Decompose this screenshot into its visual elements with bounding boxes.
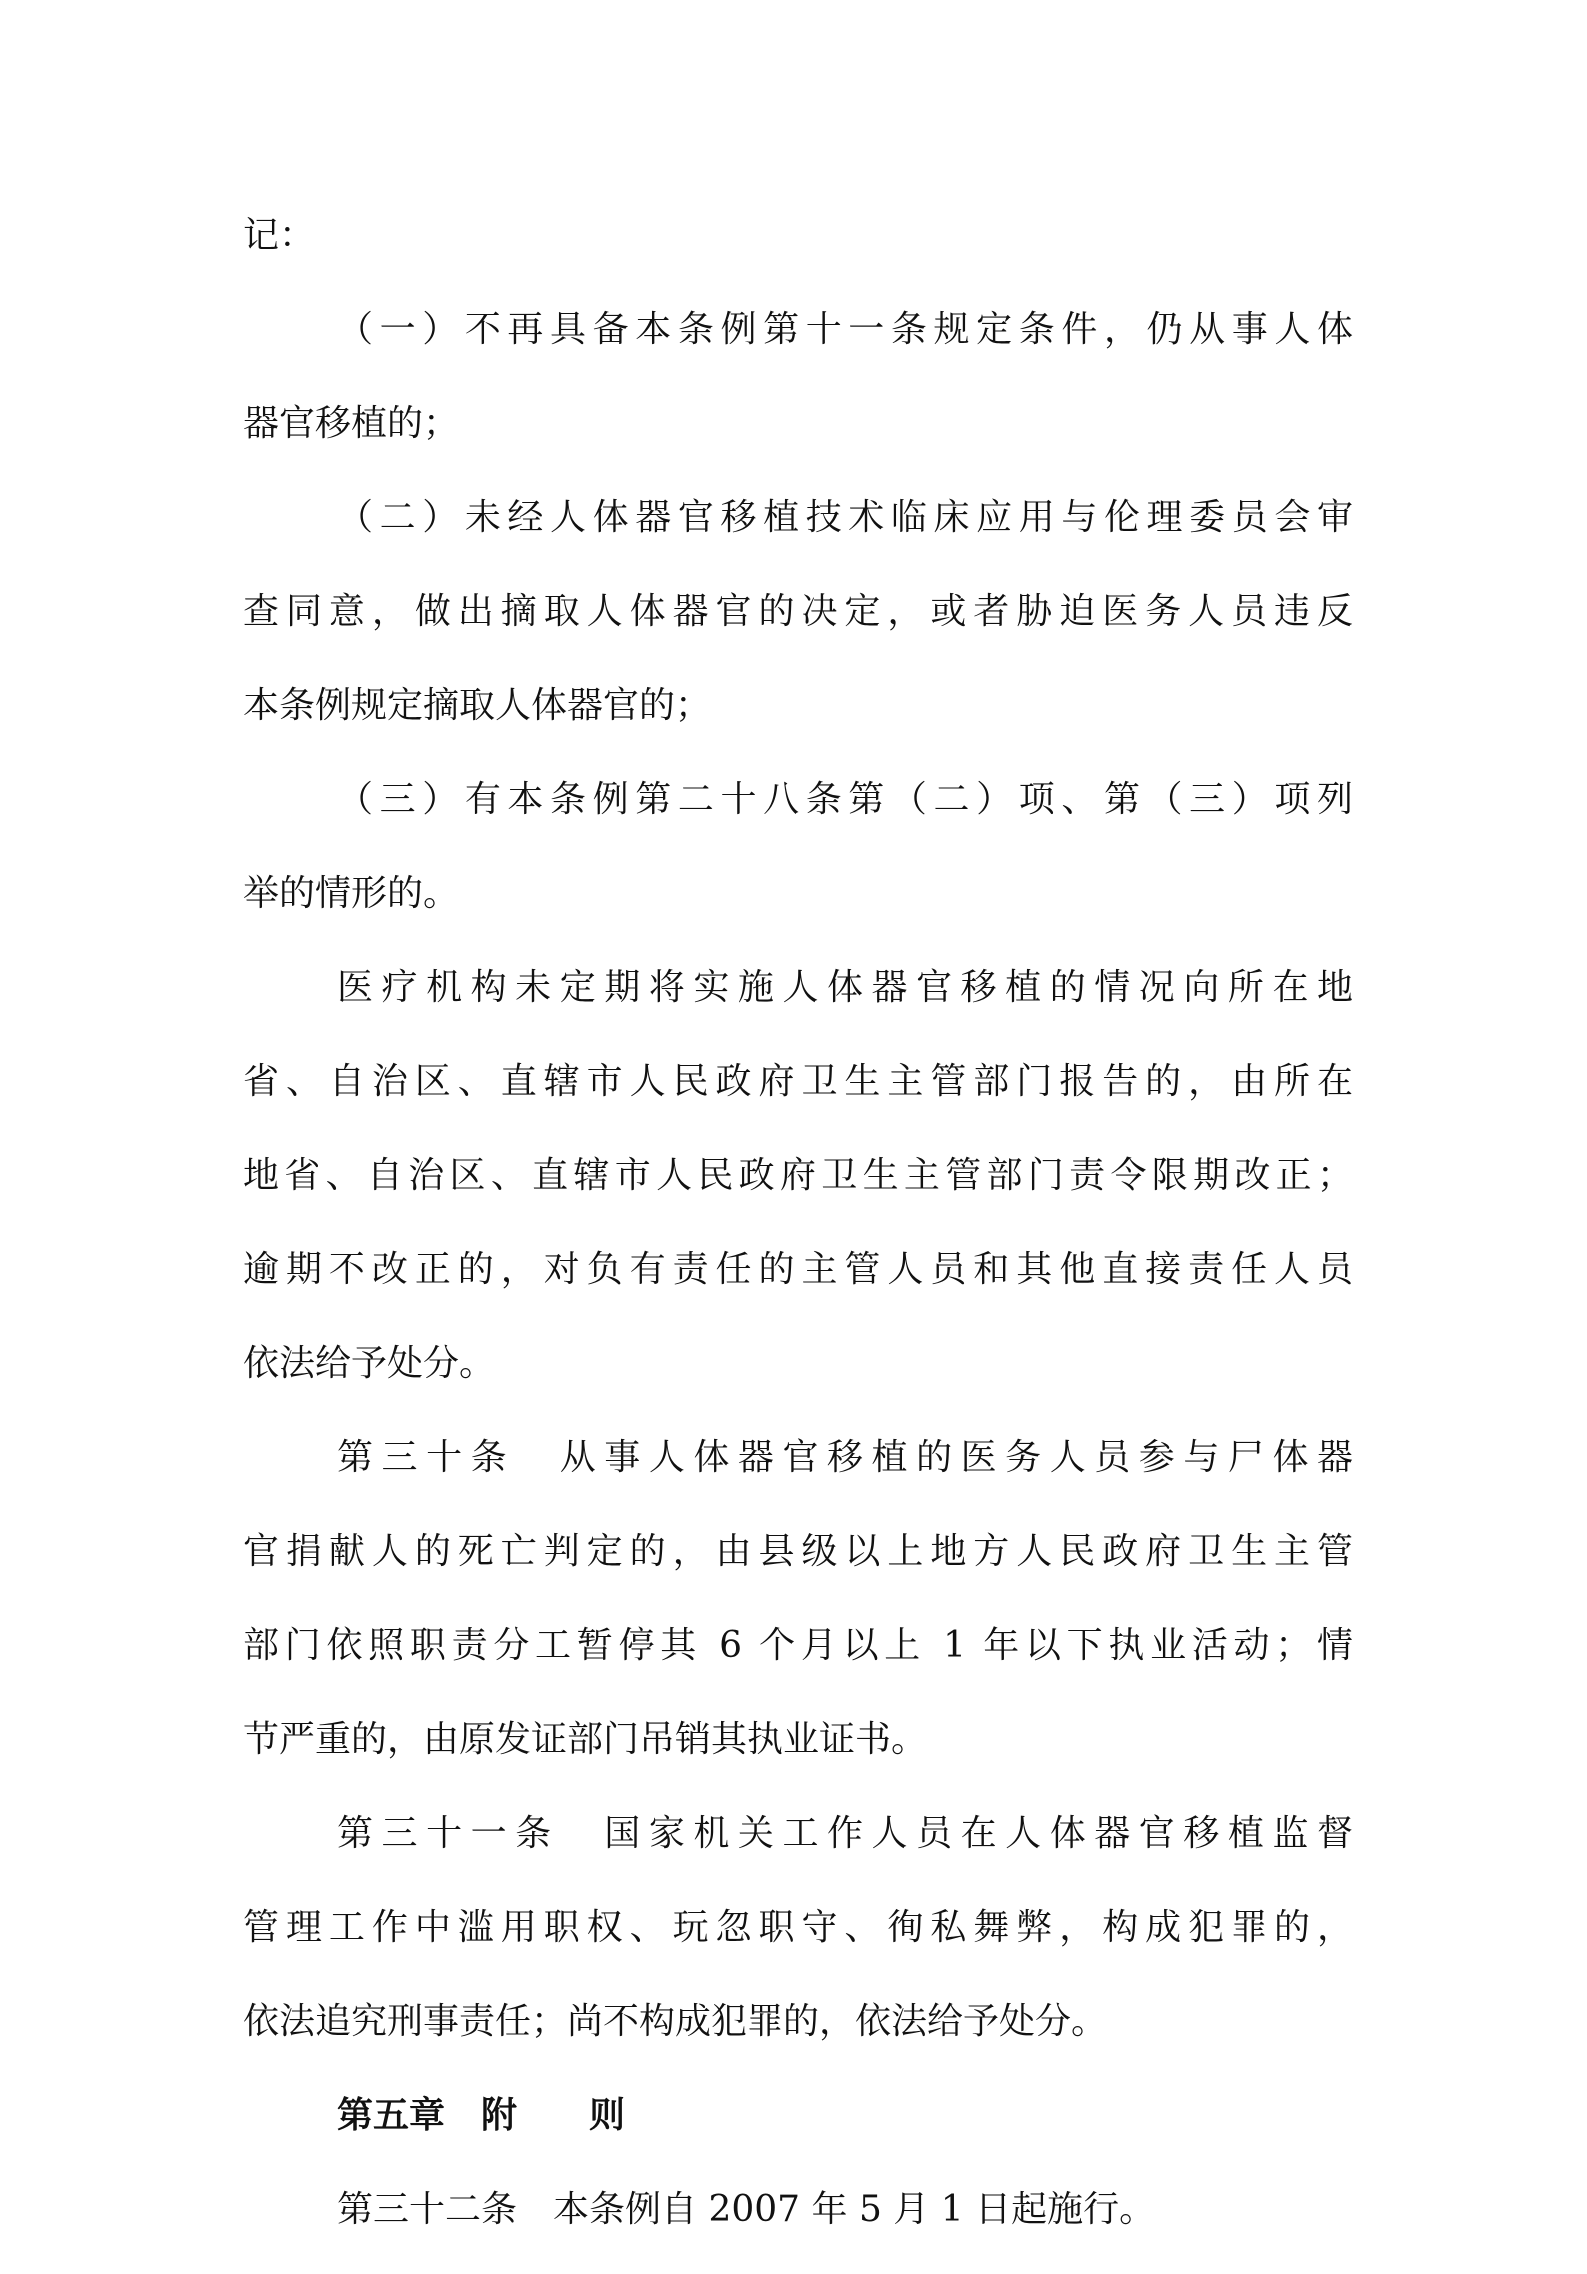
text-line: 查同意，做出摘取人体器官的决定，或者胁迫医务人员违反 [243, 591, 1353, 632]
text-line: 官捐献人的死亡判定的，由县级以上地方人民政府卫生主管 [243, 1531, 1353, 1572]
text-line: 逾期不改正的，对负有责任的主管人员和其他直接责任人员 [243, 1249, 1353, 1290]
text-line: 记： [243, 215, 316, 256]
text-line: 地省、自治区、直辖市人民政府卫生主管部门责令限期改正； [243, 1155, 1353, 1196]
text-line: 部门依照职责分工暂停其 6 个月以上 1 年以下执业活动；情 [243, 1625, 1353, 1666]
text-line: 省、自治区、直辖市人民政府卫生主管部门报告的，由所在 [243, 1061, 1353, 1102]
article-31-line: 第三十一条 国家机关工作人员在人体器官移植监督 [337, 1813, 1353, 1854]
article-32-line: 第三十二条 本条例自 2007 年 5 月 1 日起施行。 [337, 2189, 1156, 2230]
text-line: （二）未经人体器官移植技术临床应用与伦理委员会审 [337, 497, 1353, 538]
article-30-line: 第三十条 从事人体器官移植的医务人员参与尸体器 [337, 1437, 1353, 1478]
text-line: 依法给予处分。 [243, 1343, 496, 1384]
text-line: 医疗机构未定期将实施人体器官移植的情况向所在地 [337, 967, 1353, 1008]
text-line: 管理工作中滥用职权、玩忽职守、徇私舞弊，构成犯罪的， [243, 1907, 1353, 1948]
document-body [243, 206, 1353, 2274]
text-line: 器官移植的； [243, 403, 460, 444]
chapter-heading: 第五章 附 则 [337, 2095, 626, 2136]
text-line: 本条例规定摘取人体器官的； [243, 685, 712, 726]
text-line: 节严重的，由原发证部门吊销其执业证书。 [243, 1719, 928, 1760]
text-line: （一）不再具备本条例第十一条规定条件，仍从事人体 [337, 309, 1353, 350]
text-line: （三）有本条例第二十八条第（二）项、第（三）项列 [337, 779, 1353, 820]
text-line: 举的情形的。 [243, 873, 460, 914]
text-line: 依法追究刑事责任；尚不构成犯罪的，依法给予处分。 [243, 2001, 1108, 2042]
